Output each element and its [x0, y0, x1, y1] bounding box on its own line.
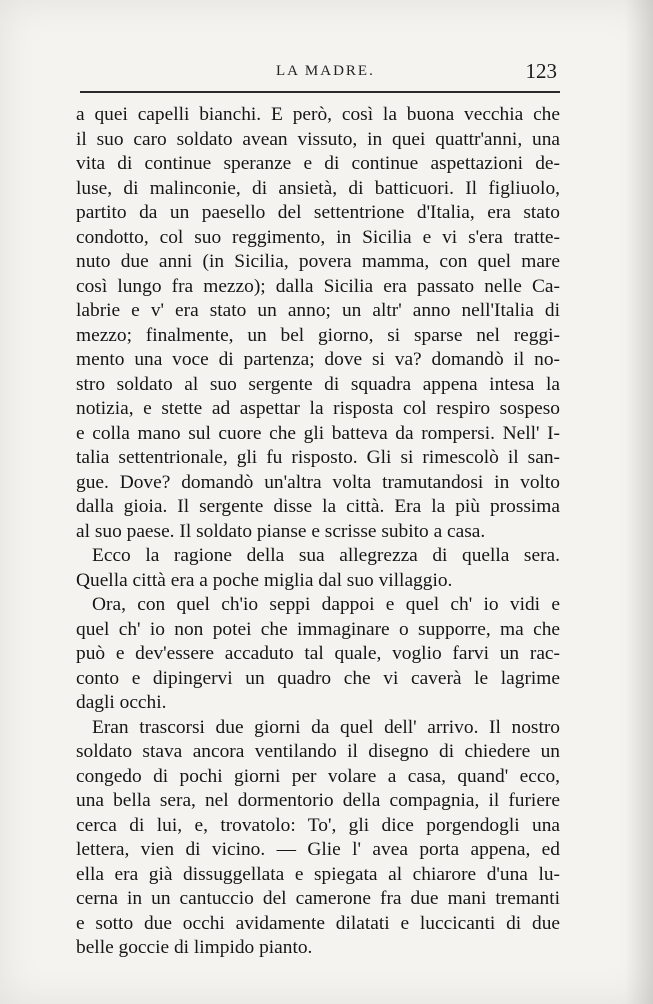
text-line: cerna in un cantuccio del camerone fra due mani tremanti: [76, 888, 560, 909]
text-line: Ecco la ragione della sua allegrezza di quella sera.: [92, 545, 560, 566]
text-line: belle goccie di limpido pianto.: [76, 937, 313, 958]
text-line: dagli occhi.: [76, 692, 167, 713]
text-line: e sotto due occhi avidamente dilatati e luccicanti di due: [76, 912, 560, 934]
text-line: Eran trascorsi due giorni da quel dell' arrivo. Il nostro: [92, 716, 560, 738]
text-line: e colla mano sul cuore che gli batteva da rompersi. Nell' I-: [76, 422, 560, 444]
text-line: quel ch' io non potei che immaginare o supporre, ma che: [76, 618, 560, 640]
text-line: Quella città era a poche miglia dal suo villaggio.: [76, 569, 453, 591]
text-line: nuto due anni (in Sicilia, povera mamma, con quel mare: [76, 251, 560, 272]
page-number: 123: [525, 59, 557, 83]
text-line: notizia, e stette ad aspettar la risposta col respiro sospeso: [76, 398, 560, 419]
text-line: conto e dipingervi un quadro che vi caverà le lagrime: [76, 667, 560, 689]
text-line: a quei capelli bianchi. E però, così la buona vecchia che: [76, 104, 560, 125]
text-line: condotto, col suo reggimento, in Sicilia e vi s'era tratte-: [76, 226, 560, 248]
text-line: così lungo fra mezzo); dalla Sicilia era passato nelle Ca-: [76, 275, 560, 297]
text-line: al suo paese. Il soldato pianse e scrisse subito a casa.: [76, 520, 486, 542]
text-line: congedo di pochi giorni per volare a casa, quand' ecco,: [76, 765, 560, 787]
header-rule: [80, 91, 560, 93]
text-line: una bella sera, nel dormentorio della compagnia, il furiere: [76, 790, 560, 811]
text-line: lettera, vien di vicino. — Glie l' avea porta appena, ed: [76, 839, 560, 860]
text-line: può e dev'essere accaduto tal quale, voglio farvi un rac-: [76, 643, 560, 664]
text-line: vita di continue speranze e di continue aspettazioni de-: [76, 153, 560, 174]
text-line: cerca di lui, e, trovatolo: To', gli dice porgendogli una: [76, 814, 560, 836]
text-line: labrie e v' era stato un anno; un altr' anno nell'Italia di: [76, 300, 560, 321]
text-line: soldato stava ancora ventilando il disegno di chiedere un: [76, 741, 560, 762]
text-line: ella era già dissuggellata e spiegata al chiarore d'una lu-: [76, 863, 560, 885]
text-line: il suo caro soldato avean vissuto, in quei quattr'anni, una: [76, 128, 560, 150]
body-text: [76, 103, 560, 961]
text-line: partito da un paesello del settentrione d'Italia, era stato: [76, 202, 560, 223]
text-line: mento una voce di partenza; dove si va? domandò il no-: [76, 349, 560, 370]
page-edge-shadow: [625, 0, 653, 1004]
text-line: talia settentrionale, gli fu risposto. Gli si rimescolò il san-: [76, 447, 560, 468]
text-line: dalla gioia. Il sergente disse la città. Era la più prossima: [76, 496, 560, 517]
text-line: stro soldato al suo sergente di squadra appena intesa la: [76, 373, 560, 395]
text-line: Ora, con quel ch'io seppi dappoi e quel ch' io vidi e: [92, 594, 560, 615]
text-line: mezzo; finalmente, un bel giorno, si sparse nel reggi-: [76, 324, 560, 346]
running-header: [78, 59, 563, 85]
text-line: gue. Dove? domandò un'altra volta tramutandosi in volto: [76, 471, 560, 493]
text-line: luse, di malinconie, di ansietà, di batticuori. Il figliuolo,: [76, 177, 560, 199]
running-title: LA MADRE.: [276, 63, 375, 79]
